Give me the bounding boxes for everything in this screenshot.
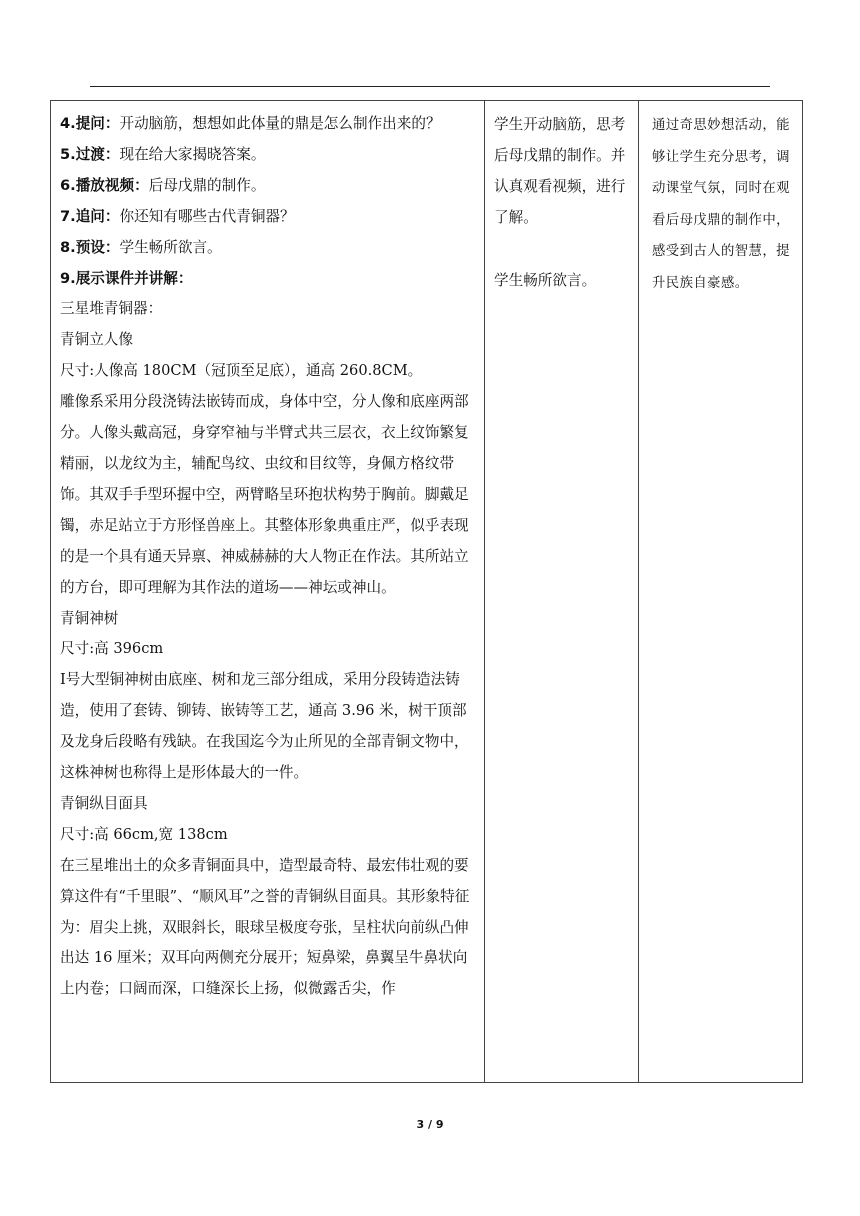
step-label: 4.提问： <box>60 115 120 132</box>
artifact-title: 青铜立人像 <box>60 331 133 349</box>
artifact-description: 雕像系采用分段浇铸法嵌铸而成，身体中空，分人像和底座两部分。人像头戴高冠，身穿窄袖与半臂式共三层衣，衣上纹饰繁复精丽，以龙纹为主，辅配鸟纹、虫纹和目纹等，身佩方格纹带饰。其双手手型环握中空，两臂略呈环抱状构势于胸前。脚戴足镯，赤足站立于方形怪兽座上。其整体形象典重庄严，似乎表现的是一个具有通天异禀、神威赫赫的大人物正在作法。其所站立的方台，即可理解为其作法的道场——神坛或神山。 <box>60 393 469 596</box>
step-label: 9.展示课件并讲解： <box>60 269 193 287</box>
step-paragraph <box>60 233 476 264</box>
design-intent-cell <box>639 101 803 1083</box>
teacher-activity-cell <box>51 101 485 1083</box>
student-activity-text: 学生开动脑筋，思考后母戊鼎的制作。并认真观看视频，进行了解。 <box>494 116 626 226</box>
header-rule <box>90 86 770 87</box>
step-paragraph <box>60 264 476 295</box>
step-paragraph <box>60 202 476 233</box>
artifact-title: 青铜纵目面具 <box>60 794 148 812</box>
artifact-size: 尺寸:高 396cm <box>60 640 164 658</box>
section-heading: 三星堆青铜器： <box>60 300 163 318</box>
step-text: 你还知有哪些古代青铜器？ <box>119 207 295 225</box>
step-label: 6.播放视频： <box>60 176 149 194</box>
student-activity-text: 学生畅所欲言。 <box>494 272 597 289</box>
step-label: 5.过渡： <box>60 145 120 163</box>
page-number: 3 / 9 <box>416 1118 444 1131</box>
artifact-description: 在三星堆出土的众多青铜面具中，造型最奇特、最宏伟壮观的要算这件有“千里眼”、“顺风耳”之誉的青铜纵目面具。其形象特征为：眉尖上挑，双眼斜长，眼球呈极度夸张，呈柱状向前纵凸伸出达 16 厘米；双耳向两侧充分展开；短鼻梁，鼻翼呈牛鼻状向上内卷；口阔而深，口缝深长上扬，似微露舌尖，作 <box>60 856 470 998</box>
step-text: 现在给大家揭晓答案。 <box>119 145 266 163</box>
step-paragraph <box>60 171 476 202</box>
step-label: 8.预设： <box>60 238 120 256</box>
step-text: 学生畅所欲言。 <box>119 238 222 256</box>
step-text: 后母戊鼎的制作。 <box>148 176 266 194</box>
artifact-title: 青铜神树 <box>60 609 119 627</box>
step-paragraph <box>60 109 476 140</box>
student-activity-cell <box>485 101 639 1083</box>
design-intent-text: 通过奇思妙想活动，能够让学生充分思考，调动课堂气氛，同时在观看后母戊鼎的制作中，感受到古人的智慧，提升民族自豪感。 <box>652 118 790 291</box>
artifact-size: 尺寸:人像高 180CM（冠顶至足底），通高 260.8CM。 <box>60 362 423 380</box>
artifact-size: 尺寸:高 66cm,宽 138cm <box>60 825 228 843</box>
table-row <box>51 101 803 1083</box>
step-label: 7.追问： <box>60 207 120 225</box>
step-paragraph <box>60 140 476 171</box>
step-text: 开动脑筋，想想如此体量的鼎是怎么制作出来的？ <box>119 115 441 132</box>
lesson-table <box>50 100 803 1083</box>
artifact-description: Ⅰ号大型铜神树由底座、树和龙三部分组成，采用分段铸造法铸造，使用了套铸、铆铸、嵌铸等工艺，通高 3.96 米，树干顶部及龙身后段略有残缺。在我国迄今为止所见的全部青铜文物中，这株神树也称得上是形体最大的一件。 <box>60 671 469 782</box>
